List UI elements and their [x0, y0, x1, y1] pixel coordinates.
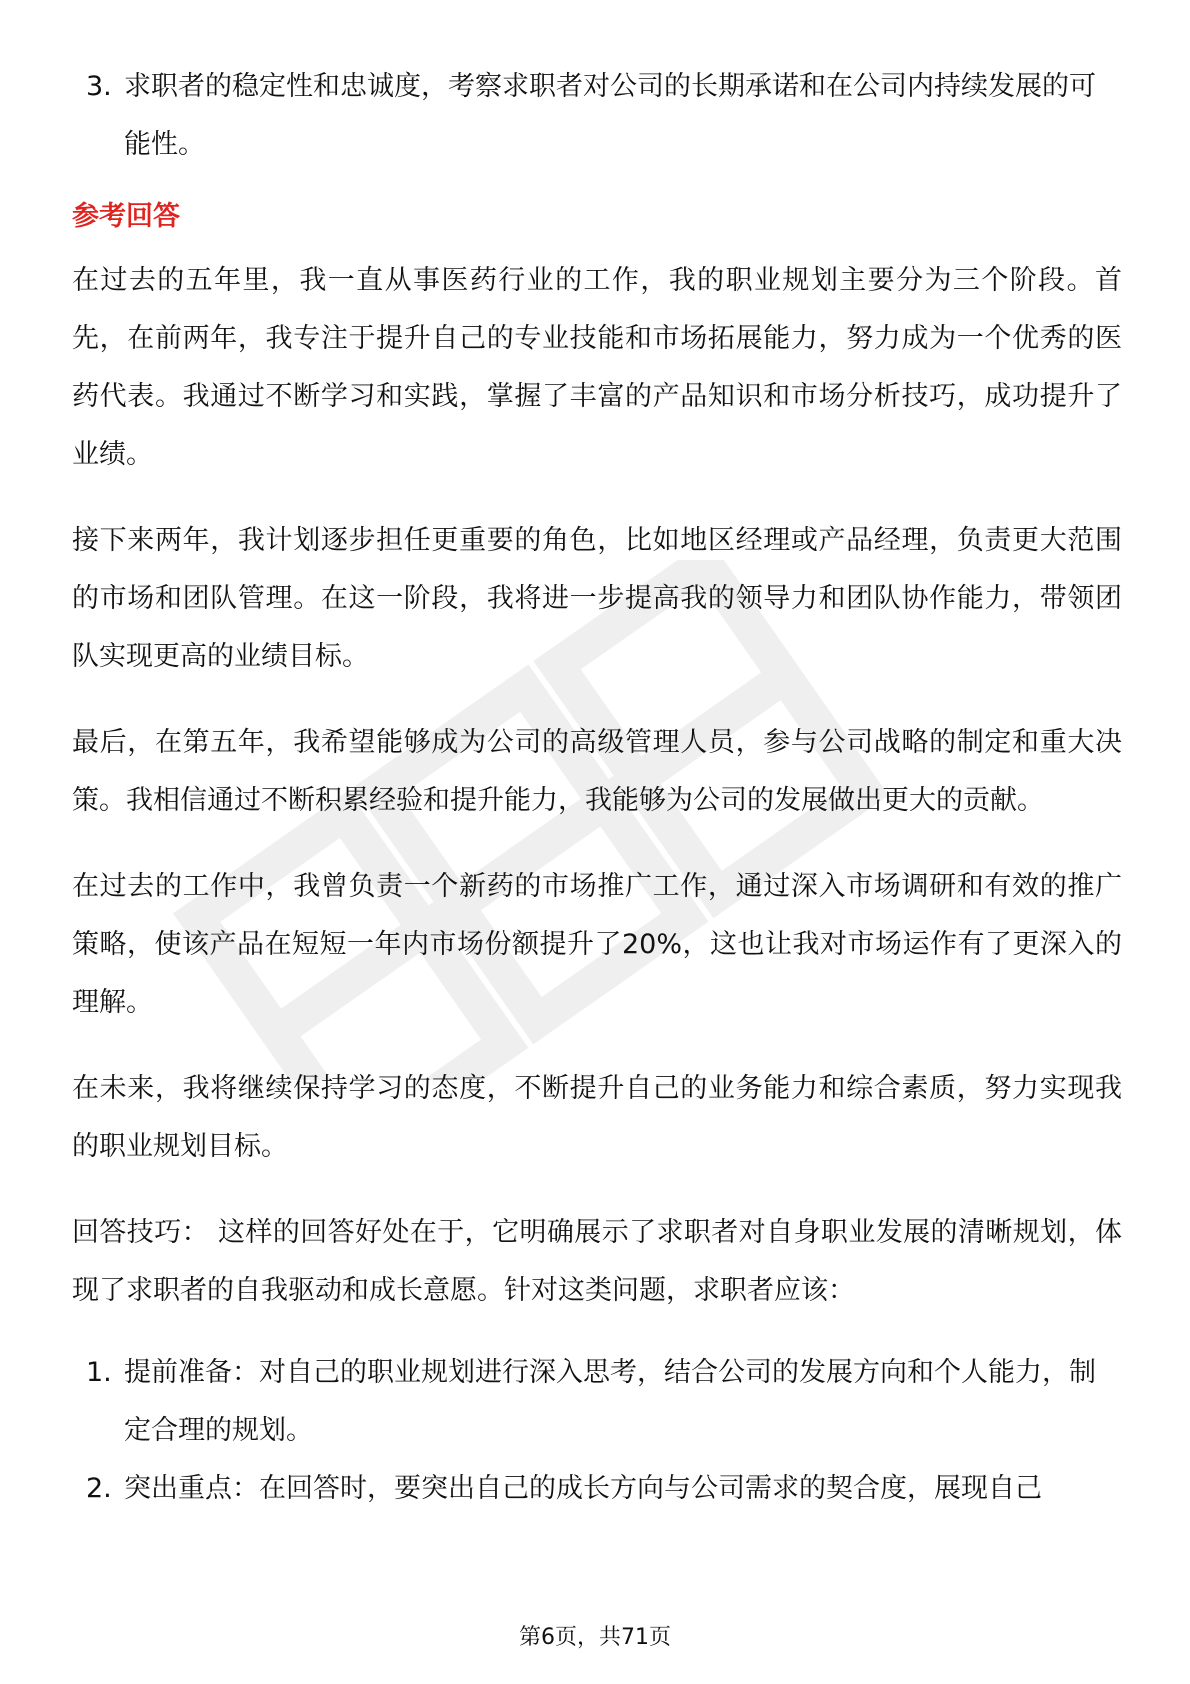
list-text: 突出重点：在回答时，要突出自己的成长方向与公司需求的契合度，展现自己: [124, 1473, 1042, 1504]
section-heading: 参考回答: [72, 201, 180, 232]
list-number: 3.: [86, 71, 112, 102]
list-item: [72, 1460, 1122, 1518]
list-number: 1.: [86, 1357, 112, 1388]
list-number: 2.: [86, 1473, 112, 1504]
content: [72, 58, 1122, 1518]
page-footer: 第6页，共71页: [519, 1625, 671, 1650]
list-item: [72, 1344, 1122, 1460]
paragraph: 接下来两年，我计划逐步担任更重要的角色，比如地区经理或产品经理，负责更大范围的市场和团队管理。在这一阶段，我将进一步提高我的领导力和团队协作能力，带领团队实现更高的业绩目标。: [72, 525, 1122, 672]
paragraph: 最后，在第五年，我希望能够成为公司的高级管理人员，参与公司战略的制定和重大决策。我相信通过不断积累经验和提升能力，我能够为公司的发展做出更大的贡献。: [72, 727, 1122, 816]
tips-list: [72, 1344, 1122, 1518]
paragraph: 在过去的工作中，我曾负责一个新药的市场推广工作，通过深入市场调研和有效的推广策略，使该产品在短短一年内市场份额提升了20%，这也让我对市场运作有了更深入的理解。: [72, 871, 1122, 1018]
paragraph: 在过去的五年里，我一直从事医药行业的工作，我的职业规划主要分为三个阶段。首先，在前两年，我专注于提升自己的专业技能和市场拓展能力，努力成为一个优秀的医药代表。我通过不断学习和实践，掌握了丰富的产品知识和市场分析技巧，成功提升了业绩。: [72, 265, 1122, 470]
list-item: [72, 58, 1122, 174]
list-text: 求职者的稳定性和忠诚度，考察求职者对公司的长期承诺和在公司内持续发展的可能性。: [124, 71, 1096, 160]
list-text: 提前准备：对自己的职业规划进行深入思考，结合公司的发展方向和个人能力，制定合理的规划。: [124, 1357, 1096, 1446]
paragraph: 在未来，我将继续保持学习的态度，不断提升自己的业务能力和综合素质，努力实现我的职业规划目标。: [72, 1073, 1122, 1162]
answer-tips-paragraph: 回答技巧： 这样的回答好处在于，它明确展示了求职者对自身职业发展的清晰规划，体现了求职者的自我驱动和成长意愿。针对这类问题，求职者应该：: [72, 1217, 1122, 1306]
top-list: [72, 58, 1122, 174]
